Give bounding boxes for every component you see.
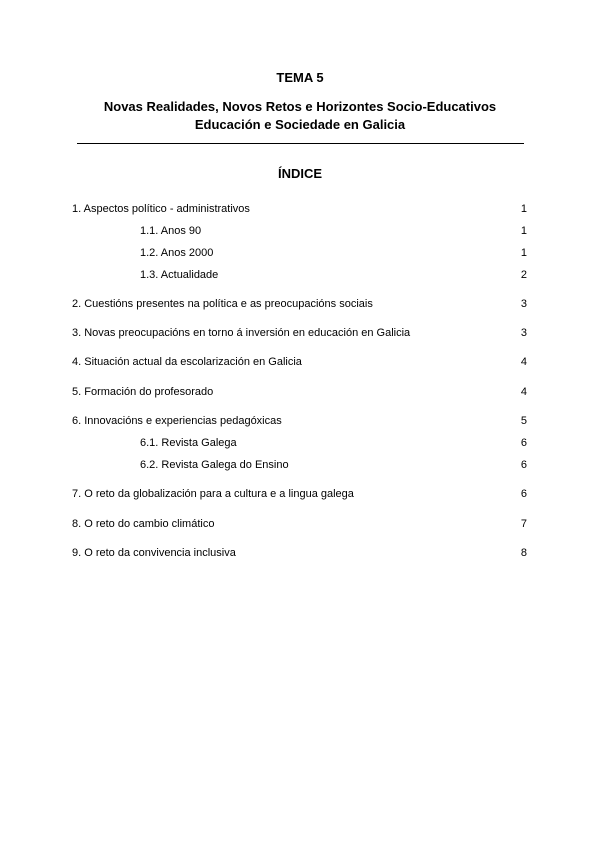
toc-entry-3 — [72, 326, 527, 340]
toc-entry-label: 4. Situación actual da escolarización en Galicia — [72, 356, 302, 368]
toc-entry-1-2 — [140, 246, 527, 260]
toc-entry-label: 1.1. Anos 90 — [140, 225, 202, 237]
toc-entry-label: 6.1. Revista Galega — [140, 437, 237, 449]
toc-entry-7 — [72, 487, 527, 501]
toc-entry-page: 6 — [520, 437, 527, 449]
toc-entry-1-1 — [140, 224, 527, 238]
document-subtitle-line2: Educación e Sociedade en Galicia — [194, 117, 406, 132]
toc-entry-page: 8 — [520, 547, 527, 559]
toc-entry-page: 1 — [520, 247, 527, 259]
toc-entry-6-1 — [140, 436, 527, 450]
toc-entry-label: 8. O reto do cambio climático — [72, 518, 215, 530]
toc-entry-page: 3 — [520, 298, 527, 310]
header-divider — [77, 143, 524, 144]
toc-entry-label: 6.2. Revista Galega do Ensino — [140, 459, 289, 471]
tema-heading: TEMA 5 — [276, 70, 324, 85]
index-title: ÍNDICE — [277, 166, 323, 181]
toc-entry-label: 3. Novas preocupacións en torno á inversión en educación en Galicia — [72, 327, 411, 339]
toc-entry-6-2 — [140, 458, 527, 472]
toc-entry-label: 2. Cuestións presentes na política e as preocupacións sociais — [72, 298, 373, 310]
toc-entry-label: 9. O reto da convivencia inclusiva — [72, 547, 236, 559]
toc-entry-6 — [72, 414, 527, 428]
toc-entry-page: 4 — [520, 356, 527, 368]
toc-entry-label: 1.3. Actualidade — [140, 269, 219, 281]
toc-entry-2 — [72, 297, 527, 311]
toc-entry-page: 6 — [520, 459, 527, 471]
toc-entry-page: 1 — [520, 203, 527, 215]
toc-entry-5 — [72, 385, 527, 399]
toc-entry-page: 6 — [520, 488, 527, 500]
toc-entry-page: 3 — [520, 327, 527, 339]
toc-entry-label: 5. Formación do profesorado — [72, 386, 214, 398]
document-subtitle-line1: Novas Realidades, Novos Retos e Horizontes Socio-Educativos — [103, 99, 497, 114]
toc-entry-8 — [72, 517, 527, 531]
toc-entry-label: 1. Aspectos político - administrativos — [72, 203, 250, 215]
toc-entry-page: 4 — [520, 386, 527, 398]
toc-entry-page: 5 — [520, 415, 527, 427]
toc-entry-label: 1.2. Anos 2000 — [140, 247, 214, 259]
toc-entry-label: 6. Innovacións e experiencias pedagóxicas — [72, 415, 282, 427]
toc-entry-1 — [72, 202, 527, 216]
toc-entry-4 — [72, 355, 527, 369]
toc-entry-label: 7. O reto da globalización para a cultura e a lingua galega — [72, 488, 354, 500]
toc-entry-page: 7 — [520, 518, 527, 530]
toc-entry-page: 2 — [520, 269, 527, 281]
toc-entry-page: 1 — [520, 225, 527, 237]
toc-entry-1-3 — [140, 268, 527, 282]
toc-entry-9 — [72, 546, 527, 560]
